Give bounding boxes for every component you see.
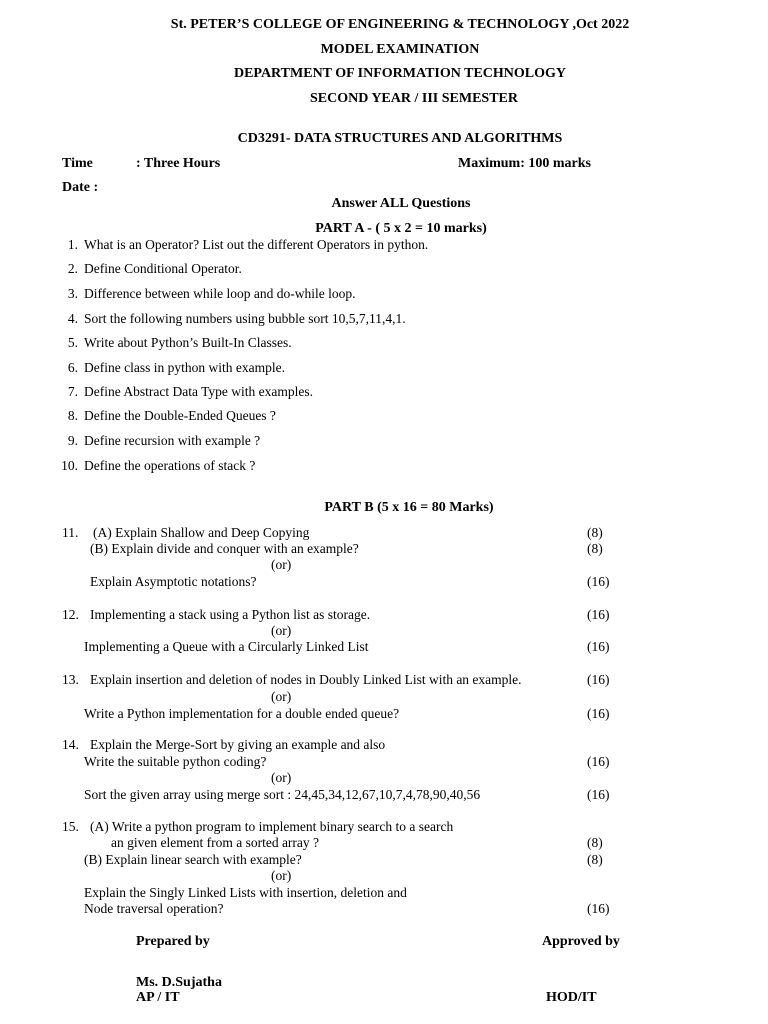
question-text: Define recursion with example ? — [84, 433, 261, 448]
q14-alt-marks: (16) — [587, 787, 610, 802]
q11-a-text: (A) Explain Shallow and Deep Copying — [93, 525, 310, 540]
part-a-question — [56, 335, 292, 351]
part-a-question — [56, 433, 260, 449]
part-a-question — [56, 360, 285, 376]
q14-main-marks: (16) — [587, 754, 610, 769]
q13-or: (or) — [271, 689, 292, 704]
q11-number: 11. — [62, 525, 79, 540]
q11-b-marks: (8) — [587, 541, 603, 556]
question-text: Define class in python with example. — [84, 360, 285, 375]
part-a-question — [56, 261, 242, 277]
question-number: 9. — [67, 433, 78, 448]
question-text: Sort the following numbers using bubble sort 10,5,7,11,4,1. — [84, 311, 406, 326]
instructions: Answer ALL Questions — [331, 196, 471, 211]
prepared-by-label: Prepared by — [136, 934, 210, 949]
question-number: 5. — [67, 335, 78, 350]
q13-main-text: Explain insertion and deletion of nodes in Doubly Linked List with an example. — [90, 672, 522, 687]
date-label: Date : — [62, 180, 99, 195]
q13-main-marks: (16) — [587, 672, 610, 687]
part-a-question — [56, 408, 276, 424]
question-number: 7. — [67, 384, 78, 399]
part-a-title: PART A - ( 5 x 2 = 10 marks) — [315, 221, 487, 236]
question-number: 3. — [67, 286, 78, 301]
question-number: 6. — [67, 360, 78, 375]
question-text: Define Conditional Operator. — [84, 261, 242, 276]
question-number: 4. — [67, 311, 78, 326]
max-marks: Maximum: 100 marks — [458, 156, 591, 171]
part-a-question — [56, 237, 428, 253]
part-a-question — [56, 286, 356, 302]
question-number: 8. — [67, 408, 78, 423]
q15-alt-line2: Node traversal operation? — [84, 901, 224, 916]
question-text: Define Abstract Data Type with examples. — [84, 384, 313, 399]
q15-b-marks: (8) — [587, 852, 603, 867]
q12-number: 12. — [62, 607, 79, 622]
q11-b-text: (B) Explain divide and conquer with an example? — [90, 541, 359, 556]
q15-or: (or) — [271, 868, 292, 883]
question-text: Difference between while loop and do-while loop. — [84, 286, 356, 301]
question-text: What is an Operator? List out the different Operators in python. — [84, 237, 429, 252]
q11-alt-marks: (16) — [587, 574, 610, 589]
question-text: Define the operations of stack ? — [84, 458, 256, 473]
q15-a-line1: (A) Write a python program to implement binary search to a search — [90, 819, 454, 834]
q12-alt-marks: (16) — [587, 639, 610, 654]
time-label: Time — [62, 156, 93, 171]
q13-alt-marks: (16) — [587, 706, 610, 721]
q15-alt-marks: (16) — [587, 901, 610, 916]
q14-number: 14. — [62, 737, 79, 752]
course-title: CD3291- DATA STRUCTURES AND ALGORITHMS — [237, 131, 563, 146]
q15-number: 15. — [62, 819, 79, 834]
q14-or: (or) — [271, 770, 292, 785]
q12-or: (or) — [271, 623, 292, 638]
q12-main-text: Implementing a stack using a Python list as storage. — [90, 607, 371, 622]
preparer-role: AP / IT — [136, 990, 180, 1005]
q15-a-line2: an given element from a sorted array ? — [111, 835, 320, 850]
q13-alt-text: Write a Python implementation for a double ended queue? — [84, 706, 400, 721]
q15-alt-line1: Explain the Singly Linked Lists with insertion, deletion and — [84, 885, 407, 900]
year-semester: SECOND YEAR / III SEMESTER — [310, 91, 518, 106]
question-number: 10. — [61, 458, 78, 473]
college-name: St. PETER’S COLLEGE OF ENGINEERING & TECHNOLOGY ,Oct 2022 — [170, 17, 630, 32]
q11-alt-text: Explain Asymptotic notations? — [90, 574, 257, 589]
time-value: : Three Hours — [136, 156, 221, 171]
q13-number: 13. — [62, 672, 79, 687]
q14-main-line2: Write the suitable python coding? — [84, 754, 267, 769]
q15-a-marks: (8) — [587, 835, 603, 850]
q14-alt-text: Sort the given array using merge sort : 24,45,34,12,67,10,7,4,78,90,40,56 — [84, 787, 481, 802]
approved-by-label: Approved by — [542, 934, 620, 949]
preparer-name: Ms. D.Sujatha — [136, 975, 222, 990]
question-text: Write about Python’s Built-In Classes. — [84, 335, 292, 350]
q11-or: (or) — [271, 557, 292, 572]
part-b-title: PART B (5 x 16 = 80 Marks) — [324, 500, 494, 515]
question-number: 1. — [67, 237, 78, 252]
question-number: 2. — [67, 261, 78, 276]
part-a-question — [56, 458, 255, 474]
department-title: DEPARTMENT OF INFORMATION TECHNOLOGY — [233, 66, 567, 81]
q14-main-line1: Explain the Merge-Sort by giving an example and also — [90, 737, 386, 752]
question-text: Define the Double-Ended Queues ? — [84, 408, 276, 423]
q12-alt-text: Implementing a Queue with a Circularly Linked List — [84, 639, 369, 654]
q15-b-text: (B) Explain linear search with example? — [84, 852, 302, 867]
part-a-question — [56, 384, 313, 400]
q12-main-marks: (16) — [587, 607, 610, 622]
approver-role: HOD/IT — [546, 990, 597, 1005]
part-a-question — [56, 311, 406, 327]
exam-title: MODEL EXAMINATION — [320, 42, 480, 57]
q11-a-marks: (8) — [587, 525, 603, 540]
